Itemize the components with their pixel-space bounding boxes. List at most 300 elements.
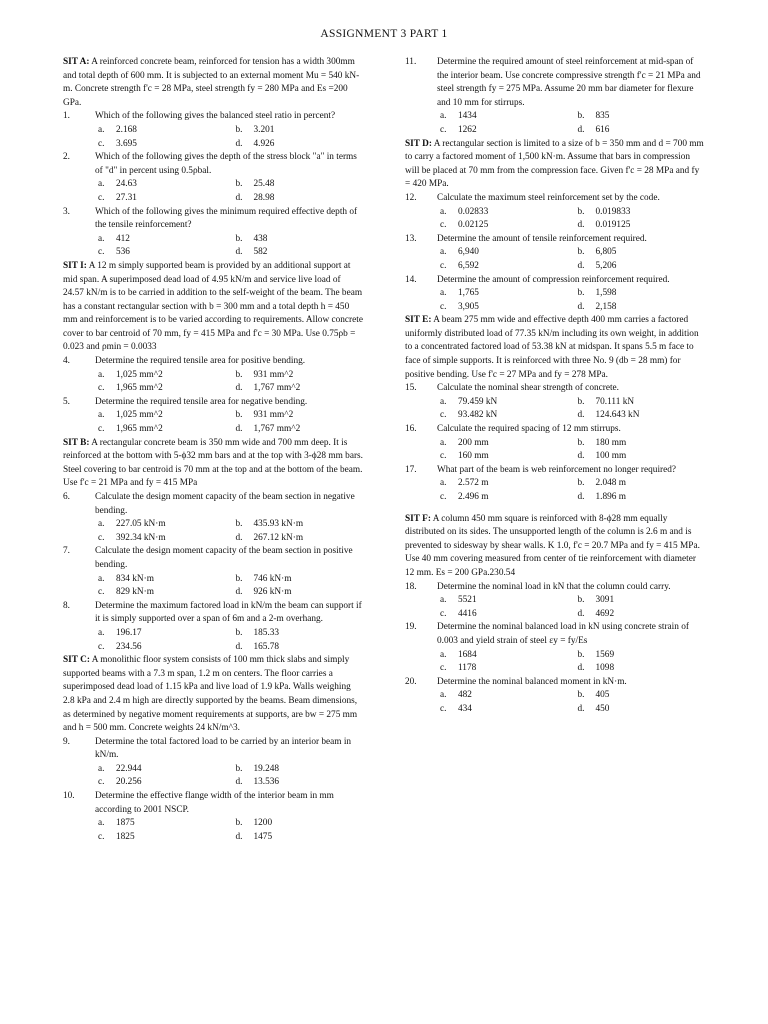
option-value: 100 mm xyxy=(595,451,627,462)
answer-option xyxy=(236,423,364,437)
option-letter: c. xyxy=(98,831,105,842)
option-letter: a. xyxy=(440,206,447,217)
option-value: 124.643 kN xyxy=(595,410,640,421)
question-number: 12. xyxy=(405,192,417,203)
option-letter: a. xyxy=(440,247,447,258)
option-value: 165.78 xyxy=(253,641,280,652)
option-value: 185.33 xyxy=(253,627,280,638)
answer-option xyxy=(578,206,706,220)
option-letter: c. xyxy=(98,777,105,788)
option-value: 1262 xyxy=(458,124,477,135)
option-value: 926 kN·m xyxy=(253,587,292,598)
question-number: 20. xyxy=(405,676,417,687)
option-value: 829 kN·m xyxy=(116,587,154,598)
question-text: Determine the required amount of steel reinforcement at mid-span of the interior beam. Use concrete compressive strength f'c = 21 MPa and steel strength fy = 275 MPa. Assume 20 mm bar diameter for flexure and 10 mm for stirrups. xyxy=(437,57,701,108)
option-value: 2,158 xyxy=(595,301,617,312)
option-letter: c. xyxy=(440,703,447,714)
option-letter: d. xyxy=(235,138,243,149)
option-value: 4416 xyxy=(458,608,477,619)
option-letter: b. xyxy=(577,595,585,606)
option-letter: b. xyxy=(577,478,585,489)
question-number: 1. xyxy=(63,111,70,122)
option-value: 450 xyxy=(595,703,610,714)
answer-option xyxy=(236,763,364,777)
option-letter: b. xyxy=(577,111,585,122)
question-number: 3. xyxy=(63,206,70,217)
option-value: 482 xyxy=(458,690,472,701)
option-letter: a. xyxy=(98,369,105,380)
answer-option xyxy=(440,703,568,717)
option-letter: b. xyxy=(577,247,585,258)
answer-option xyxy=(440,206,568,220)
option-value: 616 xyxy=(595,124,610,135)
situation-text: A column 450 mm square is reinforced with 8-ϕ28 mm equally distributed on its sides. The unsupported length of the column is 2.6 m and is prevented to sidesway by shear walls. K 1.0, f'c = 20.7 MPa and fy = 415 MPa. Use 40 mm covering measured from center of tie reinforcement with diameter 12 mm. Es = 200 GPa.230.54 xyxy=(405,513,700,578)
situation-label: SIT C: xyxy=(63,655,90,666)
option-value: 412 xyxy=(116,233,130,244)
question xyxy=(405,192,705,206)
option-value: 180 mm xyxy=(595,437,627,448)
option-letter: a. xyxy=(440,396,447,407)
question-text: Determine the required tensile area for positive bending. xyxy=(95,356,306,367)
option-letter: c. xyxy=(98,587,105,598)
situation-paragraph xyxy=(63,654,363,736)
option-value: 0.02125 xyxy=(458,220,489,231)
option-value: 1684 xyxy=(458,649,477,660)
answer-option xyxy=(98,817,226,831)
question-text: Determine the required tensile area for negative bending. xyxy=(95,396,308,407)
answer-option xyxy=(236,641,364,655)
question xyxy=(63,396,363,410)
option-letter: a. xyxy=(98,818,105,829)
option-value: 1200 xyxy=(253,818,273,829)
answer-option xyxy=(440,124,568,138)
option-letter: a. xyxy=(440,288,447,299)
situation-text: A 12 m simply supported beam is provided by an additional support at mid span. A superimposed dead load of 4.95 kN/m and service live load of 24.57 kN/m is to be carried in addition to the self-weight of the beam. The beam has a constant rectangular section with b = 300 mm and a total depth h = 450 mm and reinforcement is to be varied according to requirements. Allow concrete cover to bar centroid of 70 mm, fy = 415 MPa and f'c = 30 MPa. Use 0.75ρb = 0.023 and ρmin = 0.0033 xyxy=(63,260,363,353)
answer-option xyxy=(98,573,226,587)
question-text: Determine the effective flange width of the interior beam in mm according to 2001 NSCP. xyxy=(95,791,334,815)
question xyxy=(405,581,705,595)
option-letter: a. xyxy=(98,519,105,530)
question xyxy=(405,56,705,110)
option-value: 234.56 xyxy=(116,641,142,652)
question-number: 17. xyxy=(405,464,417,475)
option-letter: b. xyxy=(235,124,243,135)
option-value: 434 xyxy=(458,703,472,714)
answer-option xyxy=(236,233,364,247)
answer-option xyxy=(578,409,706,423)
answer-option xyxy=(578,110,706,124)
question-text: Determine the amount of tensile reinforcement required. xyxy=(437,233,647,244)
answer-option xyxy=(578,260,706,274)
option-value: 3.201 xyxy=(253,124,275,135)
situation-label: SIT B: xyxy=(63,437,90,448)
answer-option xyxy=(440,594,568,608)
option-value: 1,765 xyxy=(458,288,479,299)
situation-paragraph xyxy=(63,56,363,110)
answer-option xyxy=(98,178,226,192)
question xyxy=(63,206,363,233)
question xyxy=(63,545,363,572)
option-value: 1434 xyxy=(458,111,477,122)
question xyxy=(63,736,363,763)
situation-label: SIT F: xyxy=(405,513,431,524)
question xyxy=(63,110,363,124)
question-text: Determine the amount of compression reinforcement required. xyxy=(437,274,670,285)
option-letter: b. xyxy=(577,396,585,407)
answer-option xyxy=(98,382,226,396)
option-letter: a. xyxy=(98,179,105,190)
answer-option xyxy=(98,518,226,532)
document-title: ASSIGNMENT 3 PART 1 xyxy=(320,28,448,40)
option-letter: b. xyxy=(235,627,243,638)
answer-options xyxy=(63,409,363,436)
option-letter: d. xyxy=(577,410,585,421)
option-value: 22.944 xyxy=(116,763,142,774)
option-value: 196.17 xyxy=(116,627,142,638)
option-value: 0.019125 xyxy=(595,220,631,231)
option-letter: a. xyxy=(98,233,105,244)
answer-option xyxy=(98,586,226,600)
answer-option xyxy=(440,689,568,703)
answer-option xyxy=(578,450,706,464)
option-value: 5,206 xyxy=(595,260,617,271)
answer-option xyxy=(236,776,364,790)
question-number: 9. xyxy=(63,736,70,747)
answer-option xyxy=(578,477,706,491)
answer-option xyxy=(98,233,226,247)
option-letter: a. xyxy=(98,627,105,638)
option-value: 746 kN·m xyxy=(253,573,292,584)
answer-options xyxy=(63,763,363,790)
option-letter: a. xyxy=(440,111,447,122)
answer-option xyxy=(440,396,568,410)
question xyxy=(63,491,363,518)
situation-text: A rectangular section is limited to a size of b = 350 mm and d = 700 mm to carry a factored moment of 1,500 kN·m. Assume that bars in compression will be placed at 70 mm from the compression face. Given f'c = 28 MPa and fy = 420 MPa. xyxy=(405,138,704,190)
answer-options xyxy=(405,246,705,273)
option-letter: d. xyxy=(577,663,585,674)
option-letter: d. xyxy=(235,777,243,788)
question xyxy=(405,423,705,437)
answer-option xyxy=(578,219,706,233)
option-letter: d. xyxy=(577,608,585,619)
question-number: 14. xyxy=(405,274,417,285)
answer-option xyxy=(440,260,568,274)
answer-options xyxy=(63,124,363,151)
question-number: 18. xyxy=(405,581,417,592)
answer-options xyxy=(405,689,705,716)
answer-option xyxy=(98,776,226,790)
question-text: Which of the following gives the depth of the stress block "a" in terms of "d" in percent using 0.5ρbal. xyxy=(95,152,357,176)
answer-options xyxy=(405,477,705,504)
option-letter: c. xyxy=(440,451,447,462)
option-letter: d. xyxy=(235,424,243,435)
option-letter: c. xyxy=(440,124,447,135)
option-value: 1,767 mm^2 xyxy=(253,424,301,435)
answer-option xyxy=(440,219,568,233)
option-value: 2.168 xyxy=(116,124,137,135)
option-letter: c. xyxy=(98,383,105,394)
option-letter: b. xyxy=(577,288,585,299)
option-letter: b. xyxy=(577,649,585,660)
option-letter: c. xyxy=(98,247,105,258)
answer-option xyxy=(440,477,568,491)
answer-option xyxy=(98,369,226,383)
question-text: Determine the nominal balanced moment in kN·m. xyxy=(437,676,627,687)
situation-paragraph xyxy=(405,138,705,192)
situation-text: A beam 275 mm wide and effective depth 400 mm carries a factored uniformly distributed load of 77.35 kN/m including its own weight, in addition to a concentrated factored load of 53.38 kN at midspan. It spans 5.5 m face to face of simple supports. It is reinforced with three No. 9 (db = 28 mm) for positive bending. Use f'c = 27 MPa and fy = 278 MPa. xyxy=(405,315,699,380)
option-letter: c. xyxy=(440,492,447,502)
question xyxy=(405,274,705,288)
question xyxy=(405,676,705,690)
answer-option xyxy=(578,594,706,608)
option-letter: a. xyxy=(98,124,105,135)
option-value: 834 kN·m xyxy=(116,573,154,584)
answer-options xyxy=(63,178,363,205)
question-number: 6. xyxy=(63,492,70,502)
situation-paragraph xyxy=(405,314,705,382)
question-number: 19. xyxy=(405,622,417,633)
option-value: 24.63 xyxy=(116,179,137,190)
option-value: 93.482 kN xyxy=(458,410,498,421)
question-text: Calculate the maximum steel reinforcement set by the code. xyxy=(437,192,660,203)
option-letter: d. xyxy=(577,492,585,502)
situation-text: A reinforced concrete beam, reinforced for tension has a width 300mm and total depth of 600 mm. It is subjected to an external moment Mu = 540 kN-m. Concrete strength f'c = 28 MPa, steel strength fy = 280 MPa and Es =200 GPa. xyxy=(63,57,360,108)
question xyxy=(63,355,363,369)
option-letter: a. xyxy=(440,595,447,606)
option-value: 1.896 m xyxy=(595,492,626,502)
situation-label: SIT E: xyxy=(405,315,432,326)
option-letter: c. xyxy=(440,410,447,421)
option-letter: d. xyxy=(235,831,243,842)
answer-option xyxy=(98,138,226,152)
answer-option xyxy=(236,138,364,152)
option-value: 931 mm^2 xyxy=(253,410,294,421)
answer-option xyxy=(578,437,706,451)
situation-paragraph xyxy=(63,260,363,355)
answer-option xyxy=(578,396,706,410)
option-letter: c. xyxy=(98,424,105,435)
option-value: 4692 xyxy=(595,608,615,619)
question-text: Determine the maximum factored load in kN/m the beam can support if it is simply supported over a span of 6m and a 2-m overhang. xyxy=(95,600,362,625)
option-value: 5521 xyxy=(458,595,477,606)
answer-option xyxy=(98,641,226,655)
option-letter: d. xyxy=(235,383,243,394)
option-letter: c. xyxy=(440,663,447,674)
question xyxy=(405,233,705,247)
answer-option xyxy=(578,608,706,622)
answer-option xyxy=(578,246,706,260)
option-value: 835 xyxy=(595,111,610,122)
option-value: 3,905 xyxy=(458,301,479,312)
situation-paragraph xyxy=(63,437,363,491)
option-value: 2.496 m xyxy=(458,492,489,502)
answer-option xyxy=(236,817,364,831)
option-letter: b. xyxy=(577,690,585,701)
option-value: 1,965 mm^2 xyxy=(116,424,163,435)
option-value: 582 xyxy=(253,247,268,258)
option-value: 1,598 xyxy=(595,288,617,299)
answer-options xyxy=(63,627,363,654)
answer-option xyxy=(236,192,364,206)
option-value: 1,965 mm^2 xyxy=(116,383,163,394)
answer-option xyxy=(236,831,364,845)
answer-option xyxy=(98,409,226,423)
question-number: 8. xyxy=(63,600,70,611)
answer-options xyxy=(63,369,363,396)
answer-option xyxy=(98,192,226,206)
option-value: 0.02833 xyxy=(458,206,489,217)
option-value: 2.048 m xyxy=(595,478,626,489)
option-value: 160 mm xyxy=(458,451,489,462)
question-text: Determine the total factored load to be carried by an interior beam in kN/m. xyxy=(95,736,352,761)
option-value: 4.926 xyxy=(253,138,275,149)
option-value: 70.111 kN xyxy=(595,396,635,407)
option-letter: c. xyxy=(440,608,447,619)
answer-options xyxy=(405,287,705,314)
answer-options xyxy=(63,518,363,545)
question xyxy=(405,464,705,478)
option-letter: b. xyxy=(577,206,585,217)
option-letter: b. xyxy=(235,410,243,421)
option-value: 20.256 xyxy=(116,777,142,788)
answer-option xyxy=(98,124,226,138)
answer-option xyxy=(578,703,706,717)
option-value: 405 xyxy=(595,690,610,701)
answer-option xyxy=(236,586,364,600)
answer-option xyxy=(440,662,568,676)
answer-option xyxy=(236,518,364,532)
option-letter: d. xyxy=(577,260,585,271)
spacer xyxy=(405,505,705,513)
question-text: Calculate the required spacing of 12 mm stirrups. xyxy=(437,424,621,435)
option-value: 6,940 xyxy=(458,247,479,258)
option-value: 6,592 xyxy=(458,260,479,271)
answer-option xyxy=(440,450,568,464)
option-value: 3091 xyxy=(595,595,615,606)
answer-option xyxy=(98,627,226,641)
answer-options xyxy=(63,233,363,260)
left-column xyxy=(63,56,363,844)
answer-options xyxy=(63,573,363,600)
question-text: Determine the nominal load in kN that the column could carry. xyxy=(437,581,671,592)
answer-option xyxy=(98,423,226,437)
question-number: 10. xyxy=(63,791,75,802)
question-text: Which of the following gives the minimum required effective depth of the tensile reinforcement? xyxy=(95,206,358,231)
option-value: 200 mm xyxy=(458,437,489,448)
option-letter: a. xyxy=(98,573,105,584)
answer-option xyxy=(236,178,364,192)
option-value: 79.459 kN xyxy=(458,396,498,407)
question-number: 15. xyxy=(405,383,417,394)
option-value: 435.93 kN·m xyxy=(253,519,304,530)
option-letter: b. xyxy=(235,233,243,244)
option-value: 19.248 xyxy=(253,763,280,774)
answer-option xyxy=(98,532,226,546)
question xyxy=(405,382,705,396)
question-text: Which of the following gives the balanced steel ratio in percent? xyxy=(95,111,336,122)
option-value: 1098 xyxy=(595,663,615,674)
option-letter: d. xyxy=(577,451,585,462)
option-letter: d. xyxy=(235,532,243,543)
option-value: 1178 xyxy=(458,663,477,674)
option-letter: b. xyxy=(235,573,243,584)
answer-option xyxy=(578,124,706,138)
situation-paragraph xyxy=(405,513,705,581)
option-letter: a. xyxy=(98,410,105,421)
option-letter: c. xyxy=(98,192,105,203)
answer-options xyxy=(405,437,705,464)
option-letter: d. xyxy=(235,192,243,203)
right-column xyxy=(405,56,705,717)
answer-options xyxy=(405,649,705,676)
answer-options xyxy=(405,594,705,621)
option-value: 3.695 xyxy=(116,138,137,149)
question-number: 7. xyxy=(63,546,70,557)
option-letter: b. xyxy=(577,437,585,448)
option-value: 1,025 mm^2 xyxy=(116,410,163,421)
question-number: 4. xyxy=(63,356,70,367)
option-value: 27.31 xyxy=(116,192,137,203)
question-number: 13. xyxy=(405,233,417,244)
question xyxy=(63,151,363,178)
answer-option xyxy=(236,532,364,546)
option-letter: d. xyxy=(235,641,243,652)
option-value: 1569 xyxy=(595,649,615,660)
situation-label: SIT I: xyxy=(63,260,87,271)
option-value: 227.05 kN·m xyxy=(116,519,166,530)
option-letter: d. xyxy=(235,587,243,598)
answer-option xyxy=(440,409,568,423)
answer-option xyxy=(578,689,706,703)
option-letter: c. xyxy=(440,220,447,231)
answer-option xyxy=(440,301,568,315)
answer-options xyxy=(405,396,705,423)
answer-option xyxy=(440,246,568,260)
option-value: 1,025 mm^2 xyxy=(116,369,163,380)
option-letter: a. xyxy=(440,690,447,701)
question-number: 2. xyxy=(63,152,70,163)
answer-option xyxy=(236,573,364,587)
situation-text: A monolithic floor system consists of 100 mm thick slabs and simply supported beams with a 7.3 m span, 1.2 m on centers. The floor carries a superimposed dead load of 1.15 kPa and live load of 1.9 kPa. Walls weighing 2.8 kPa and 2.4 m high are directly supported by the beams. Beam dimensions, as determined by negative moment requirements at supports, are bw = 275 mm and h = 500 mm. Concrete weights 24 kN/m^3. xyxy=(63,655,358,734)
answer-option xyxy=(440,287,568,301)
answer-option xyxy=(578,662,706,676)
option-value: 2.572 m xyxy=(458,478,489,489)
option-letter: b. xyxy=(235,179,243,190)
answer-option xyxy=(236,409,364,423)
option-value: 392.34 kN·m xyxy=(116,532,166,543)
situation-label: SIT A: xyxy=(63,57,90,67)
option-value: 931 mm^2 xyxy=(253,369,294,380)
answer-option xyxy=(236,369,364,383)
option-letter: b. xyxy=(235,763,243,774)
option-letter: d. xyxy=(577,703,585,714)
question-text: Calculate the design moment capacity of the beam section in positive bending. xyxy=(95,546,353,570)
question-number: 5. xyxy=(63,396,70,407)
option-letter: d. xyxy=(235,247,243,258)
option-letter: c. xyxy=(98,532,105,543)
answer-option xyxy=(98,831,226,845)
option-letter: a. xyxy=(98,763,105,774)
question xyxy=(63,790,363,817)
option-letter: b. xyxy=(235,519,243,530)
answer-option xyxy=(578,301,706,315)
option-letter: c. xyxy=(98,641,105,652)
option-letter: c. xyxy=(440,260,447,271)
question-text: Calculate the design moment capacity of the beam section in negative bending. xyxy=(95,492,355,516)
answer-option xyxy=(440,608,568,622)
question xyxy=(405,621,705,648)
situation-label: SIT D: xyxy=(405,138,432,149)
